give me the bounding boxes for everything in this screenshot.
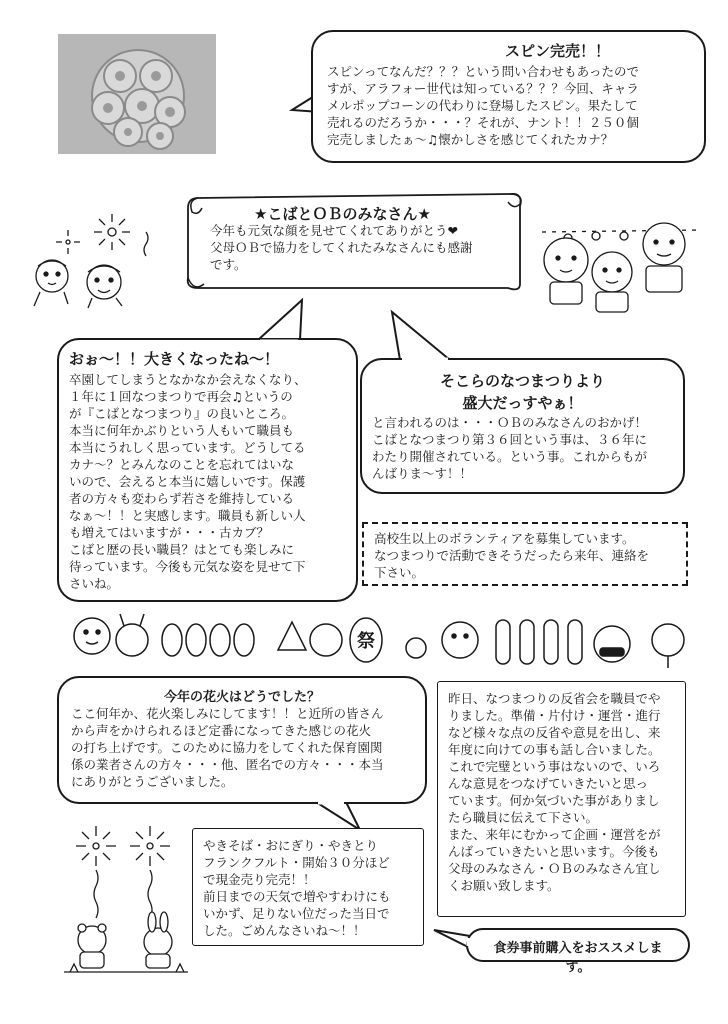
- food-sales-notice: やきそば・おにぎり・やきとり フランクフルト・開始３０分ほど で現金売り完売！！ 前日までの天気で増やすわけにも いかず、足りない位だった当日で した。ごめんなさいね～！！: [192, 828, 424, 946]
- matsuri-title-line2: 盛大だっすやぁ！: [462, 394, 583, 412]
- matsuri-lantern-text: 祭: [357, 631, 375, 652]
- ticket-advice: 食券事前購入をおススメします。: [466, 928, 690, 962]
- grow-title: おぉ～！！大きくなったね～！: [69, 350, 280, 368]
- matsuri-body: と言われるのは・・・ＯＢのみなさんのおかげ！ こばとなつまつり第３６回という事は、３６年に わたり開催されている。という事。これからもが んばりま～す！！: [372, 415, 648, 481]
- matsuri-title-line1: そこらのなつまつりより: [439, 372, 605, 390]
- review-meeting-notice: 昨日、なつまつりの反省会を職員でや りました。準備・片付け・運営・進行 など様々な点の反省や意見を出し、来 年度に向けての事も話し合いました。 これで完璧という事はないので、いろ んな意見をつなげていきたいと思っ ています。何か気づいた事がありまし たら職員に伝えて下さい。 また、来年にむかって企画・運営をが んばっていきたいと思います。今後も 父母のみなさん・ＯＢのみなさん宜し くお願い致します。: [437, 681, 686, 917]
- fireworks-title: 今年の花火はどうでした？: [163, 690, 320, 705]
- grow-body: 卒園してしまうとなかなか会えなくなり、 １年に１回なつまつりで再会♫というの が『こばとなつまつり』の良いところ。 本当に何年かぶりという人もいて職員も 本当にうれしく思っています。どうしてる カナ～？とみんなのことを忘れてはいな いので、会えると本当に嬉しいです。保護 者の方々も変わらず若さを維持している なぁ～！！と実感します。職員も新しい人 も増えてはいますが・・・古カブ？ こばと歴の長い職員？はとても楽しみに 待っています。今後も元気な姿を見せて下 さいね。: [69, 372, 307, 591]
- ob-title: ★こばとＯＢのみなさん★: [254, 205, 431, 223]
- fireworks-body: ここ何年か、花火楽しみにしてます！！と近所の皆さん から声をかけられるほど定番になってきた感じの花火 の打ち上げです。このために協力をしてくれた保育園関 係の業者さんの方々・・・他、匿名での方々・・・本当 にありがとうございました。: [71, 706, 384, 789]
- volunteer-notice: 高校生以上のボランティアを募集しています。 なつまつりで活動できそうだったら来年、連絡を 下さい。: [362, 522, 688, 586]
- spin-title: スピン完売！！: [504, 42, 610, 60]
- spin-body: スピンってなんだ？？？という問い合わせもあったので すが、アラフォー世代は知っている？？？今回、キャラ メルポップコーンの代わりに登場したスピン。果たして 売れるのだろうか・・・？それが、ナント！！２５０個 完売しましたぁ～♫懐かしさを感じてくれたカナ？: [327, 64, 640, 147]
- ob-body: 今年も元気な顔を見せてくれてありがとう❤ 父母ＯＢで協力をしてくれたみなさんにも感謝 です。: [210, 223, 473, 272]
